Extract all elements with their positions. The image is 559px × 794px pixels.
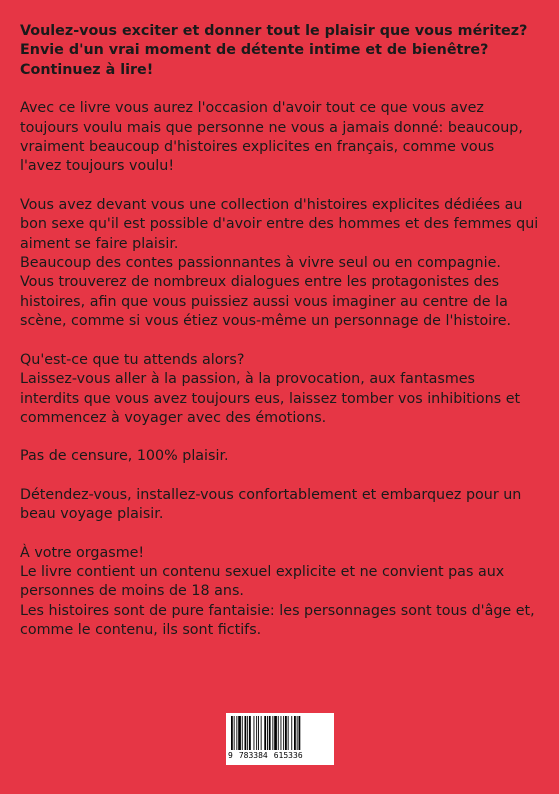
text-line: toujours voulu mais que personne ne vous a jamais donné: beaucoup, (20, 119, 523, 136)
text-line: commencez à voyager avec des émotions. (20, 409, 327, 426)
barcode-bar (283, 716, 284, 750)
barcode-bar (247, 716, 248, 750)
barcode-bar (297, 716, 298, 750)
text-line: vraiment beaucoup d'histoires explicites en français, comme vous (20, 139, 495, 156)
text-line: Qu'est-ce que tu attends alors? (20, 351, 245, 368)
isbn-barcode (226, 713, 334, 765)
text-line: Vous avez devant vous une collection d'histoires explicites dédiées au (20, 196, 523, 213)
barcode-icon (230, 716, 330, 750)
barcode-bar (242, 716, 243, 750)
text-line: l'avez toujours voulu! (20, 158, 175, 175)
barcode-bar (281, 716, 282, 750)
text-line: À votre orgasme! (20, 544, 145, 561)
paragraph (20, 22, 540, 80)
barcode-bar (288, 716, 289, 750)
barcode-digit-group-3: 615336 (273, 751, 303, 760)
text-line: Vous trouverez de nombreux dialogues entre les protagonistes des (20, 274, 500, 291)
barcode-bar (234, 716, 235, 750)
text-line: beau voyage plaisir. (20, 506, 164, 523)
text-line: Pas de censure, 100% plaisir. (20, 448, 229, 465)
barcode-bar (261, 716, 262, 750)
text-line: personnes de moins de 18 ans. (20, 583, 244, 600)
barcode-bar (267, 716, 268, 750)
text-line: Les histoires sont de pure fantaisie: les personnages sont tous d'âge et, (20, 602, 535, 619)
text-line: aiment se faire plaisir. (20, 235, 179, 252)
barcode-bar (299, 716, 301, 750)
text-line: histoires, afin que vous puissiez aussi vous imaginer au centre de la (20, 293, 508, 310)
text-line: Détendez-vous, installez-vous confortablement et embarquez pour un (20, 486, 522, 503)
barcode-bar (254, 716, 255, 750)
text-line: comme le contenu, ils sont fictifs. (20, 622, 262, 639)
barcode-bar (231, 716, 233, 750)
barcode-bar (278, 716, 279, 750)
text-line: Continuez à lire! (20, 61, 154, 78)
text-line: Beaucoup des contes passionnantes à vivre seul ou en compagnie. (20, 255, 501, 272)
paragraph (20, 544, 540, 641)
paragraph (20, 196, 540, 332)
barcode-bar (236, 716, 237, 750)
paragraph (20, 351, 540, 429)
text-line: scène, comme si vous étiez vous-même un personnage de l'histoire. (20, 313, 512, 330)
text-line: Laissez-vous aller à la passion, à la provocation, aux fantasmes (20, 371, 475, 388)
barcode-bar (256, 716, 257, 750)
back-cover-text (20, 22, 540, 660)
barcode-bar (238, 716, 241, 750)
barcode-bar (258, 716, 259, 750)
text-line: Envie d'un vrai moment de détente intime et de bienêtre? (20, 42, 489, 59)
paragraph (20, 99, 540, 177)
barcode-digit-group-1: 9 (228, 751, 233, 760)
barcode-bar (269, 716, 271, 750)
barcode-bar (291, 716, 292, 750)
text-line: interdits que vous avez toujours eus, laissez tomber vos inhibitions et (20, 390, 521, 407)
barcode-bar (285, 716, 287, 750)
barcode-digit-group-2: 783384 (238, 751, 268, 760)
barcode-bar (264, 716, 266, 750)
barcode-digits (228, 751, 332, 760)
paragraph (20, 447, 540, 466)
barcode-bar (249, 716, 251, 750)
text-line: Avec ce livre vous aurez l'occasion d'avoir tout ce que vous avez (20, 100, 484, 117)
paragraph (20, 486, 540, 525)
text-line: Voulez-vous exciter et donner tout le plaisir que vous méritez? (20, 23, 528, 39)
barcode-bar (272, 716, 273, 750)
barcode-bar (245, 716, 247, 750)
barcode-bar (274, 716, 277, 750)
text-line: bon sexe qu'il est possible d'avoir entre des hommes et des femmes qui (20, 216, 539, 233)
text-line: Le livre contient un contenu sexuel explicite et ne convient pas aux (20, 563, 505, 580)
barcode-bar (294, 716, 296, 750)
